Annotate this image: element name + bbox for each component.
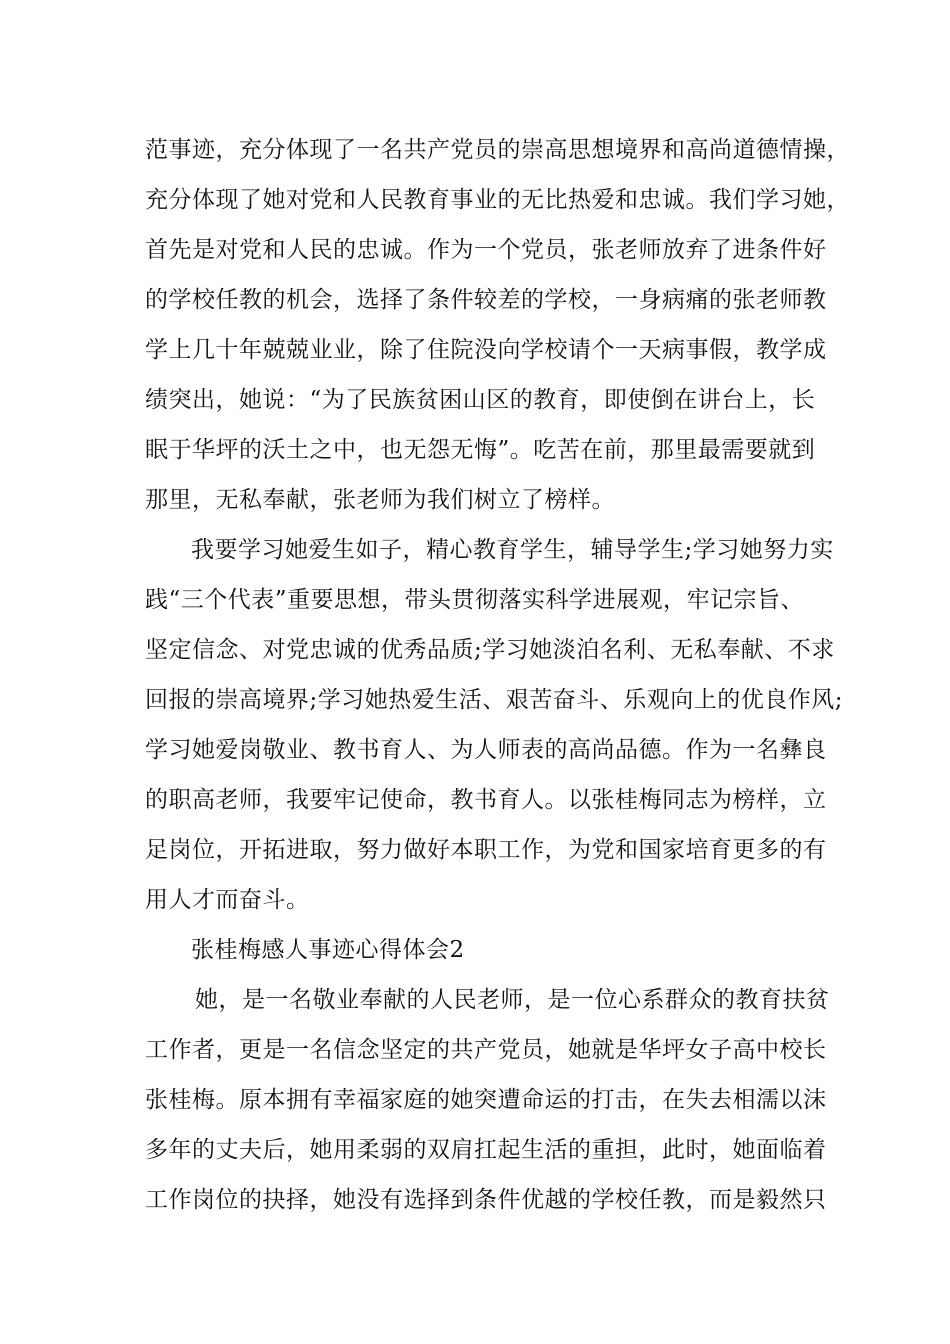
document-body	[145, 125, 850, 1225]
text-line: 坚定信念、对党忠诚的优秀品质;学习她淡泊名利、无私奉献、不求	[145, 637, 835, 663]
text-line: 的学校任教的机会，选择了条件较差的学校，一身病痛的张老师教	[145, 287, 827, 313]
text-line: 眠于华坪的沃土之中，也无怨无悔”。吃苦在前，那里最需要就到	[145, 437, 816, 463]
text-line: 首先是对党和人民的忠诚。作为一个党员，张老师放弃了进条件好	[145, 237, 827, 263]
text-line: 范事迹，充分体现了一名共产党员的崇高思想境界和高尚道德情操，	[145, 137, 850, 163]
paragraph-3	[145, 975, 830, 1225]
text-line: 绩突出，她说：“为了民族贫困山区的教育，即使倒在讲台上，长	[145, 387, 816, 413]
text-line: 多年的丈夫后，她用柔弱的双肩扛起生活的重担，此时，她面临着	[145, 1137, 827, 1163]
text-line: 工作者，更是一名信念坚定的共产党员，她就是华坪女子高中校长	[145, 1037, 827, 1063]
text-line: 回报的崇高境界;学习她热爱生活、艰苦奋斗、乐观向上的优良作风;	[145, 687, 843, 713]
text-line: 我要学习她爱生如子，精心教育学生，辅导学生;学习她努力实	[191, 537, 834, 563]
section-heading-text: 张桂梅感人事迹心得体会2	[191, 937, 465, 963]
paragraph-2	[145, 525, 843, 925]
text-line: 那里，无私奉献，张老师为我们树立了榜样。	[145, 487, 615, 513]
text-line: 足岗位，开拓进取，努力做好本职工作，为党和国家培育更多的有	[145, 837, 827, 863]
text-line: 践“三个代表”重要思想，带头贯彻落实科学进展观，牢记宗旨、	[145, 587, 805, 613]
text-line: 充分体现了她对党和人民教育事业的无比热爱和忠诚。我们学习她，	[145, 187, 850, 213]
section-heading	[145, 925, 825, 975]
text-line: 的职高老师，我要牢记使命，教书育人。以张桂梅同志为榜样，立	[145, 787, 827, 813]
paragraph-1	[145, 125, 850, 525]
text-line: 学上几十年兢兢业业，除了住院没向学校请个一天病事假，教学成	[145, 337, 827, 363]
text-line: 张桂梅。原本拥有幸福家庭的她突遭命运的打击，在失去相濡以沫	[145, 1087, 827, 1113]
text-line: 学习她爱岗敬业、教书育人、为人师表的高尚品德。作为一名彝良	[145, 737, 827, 763]
text-line: 她，是一名敬业奉献的人民老师，是一位心系群众的教育扶贫	[195, 987, 830, 1013]
text-line: 工作岗位的抉择，她没有选择到条件优越的学校任教，而是毅然只	[145, 1187, 827, 1213]
text-line: 用人才而奋斗。	[145, 887, 310, 913]
